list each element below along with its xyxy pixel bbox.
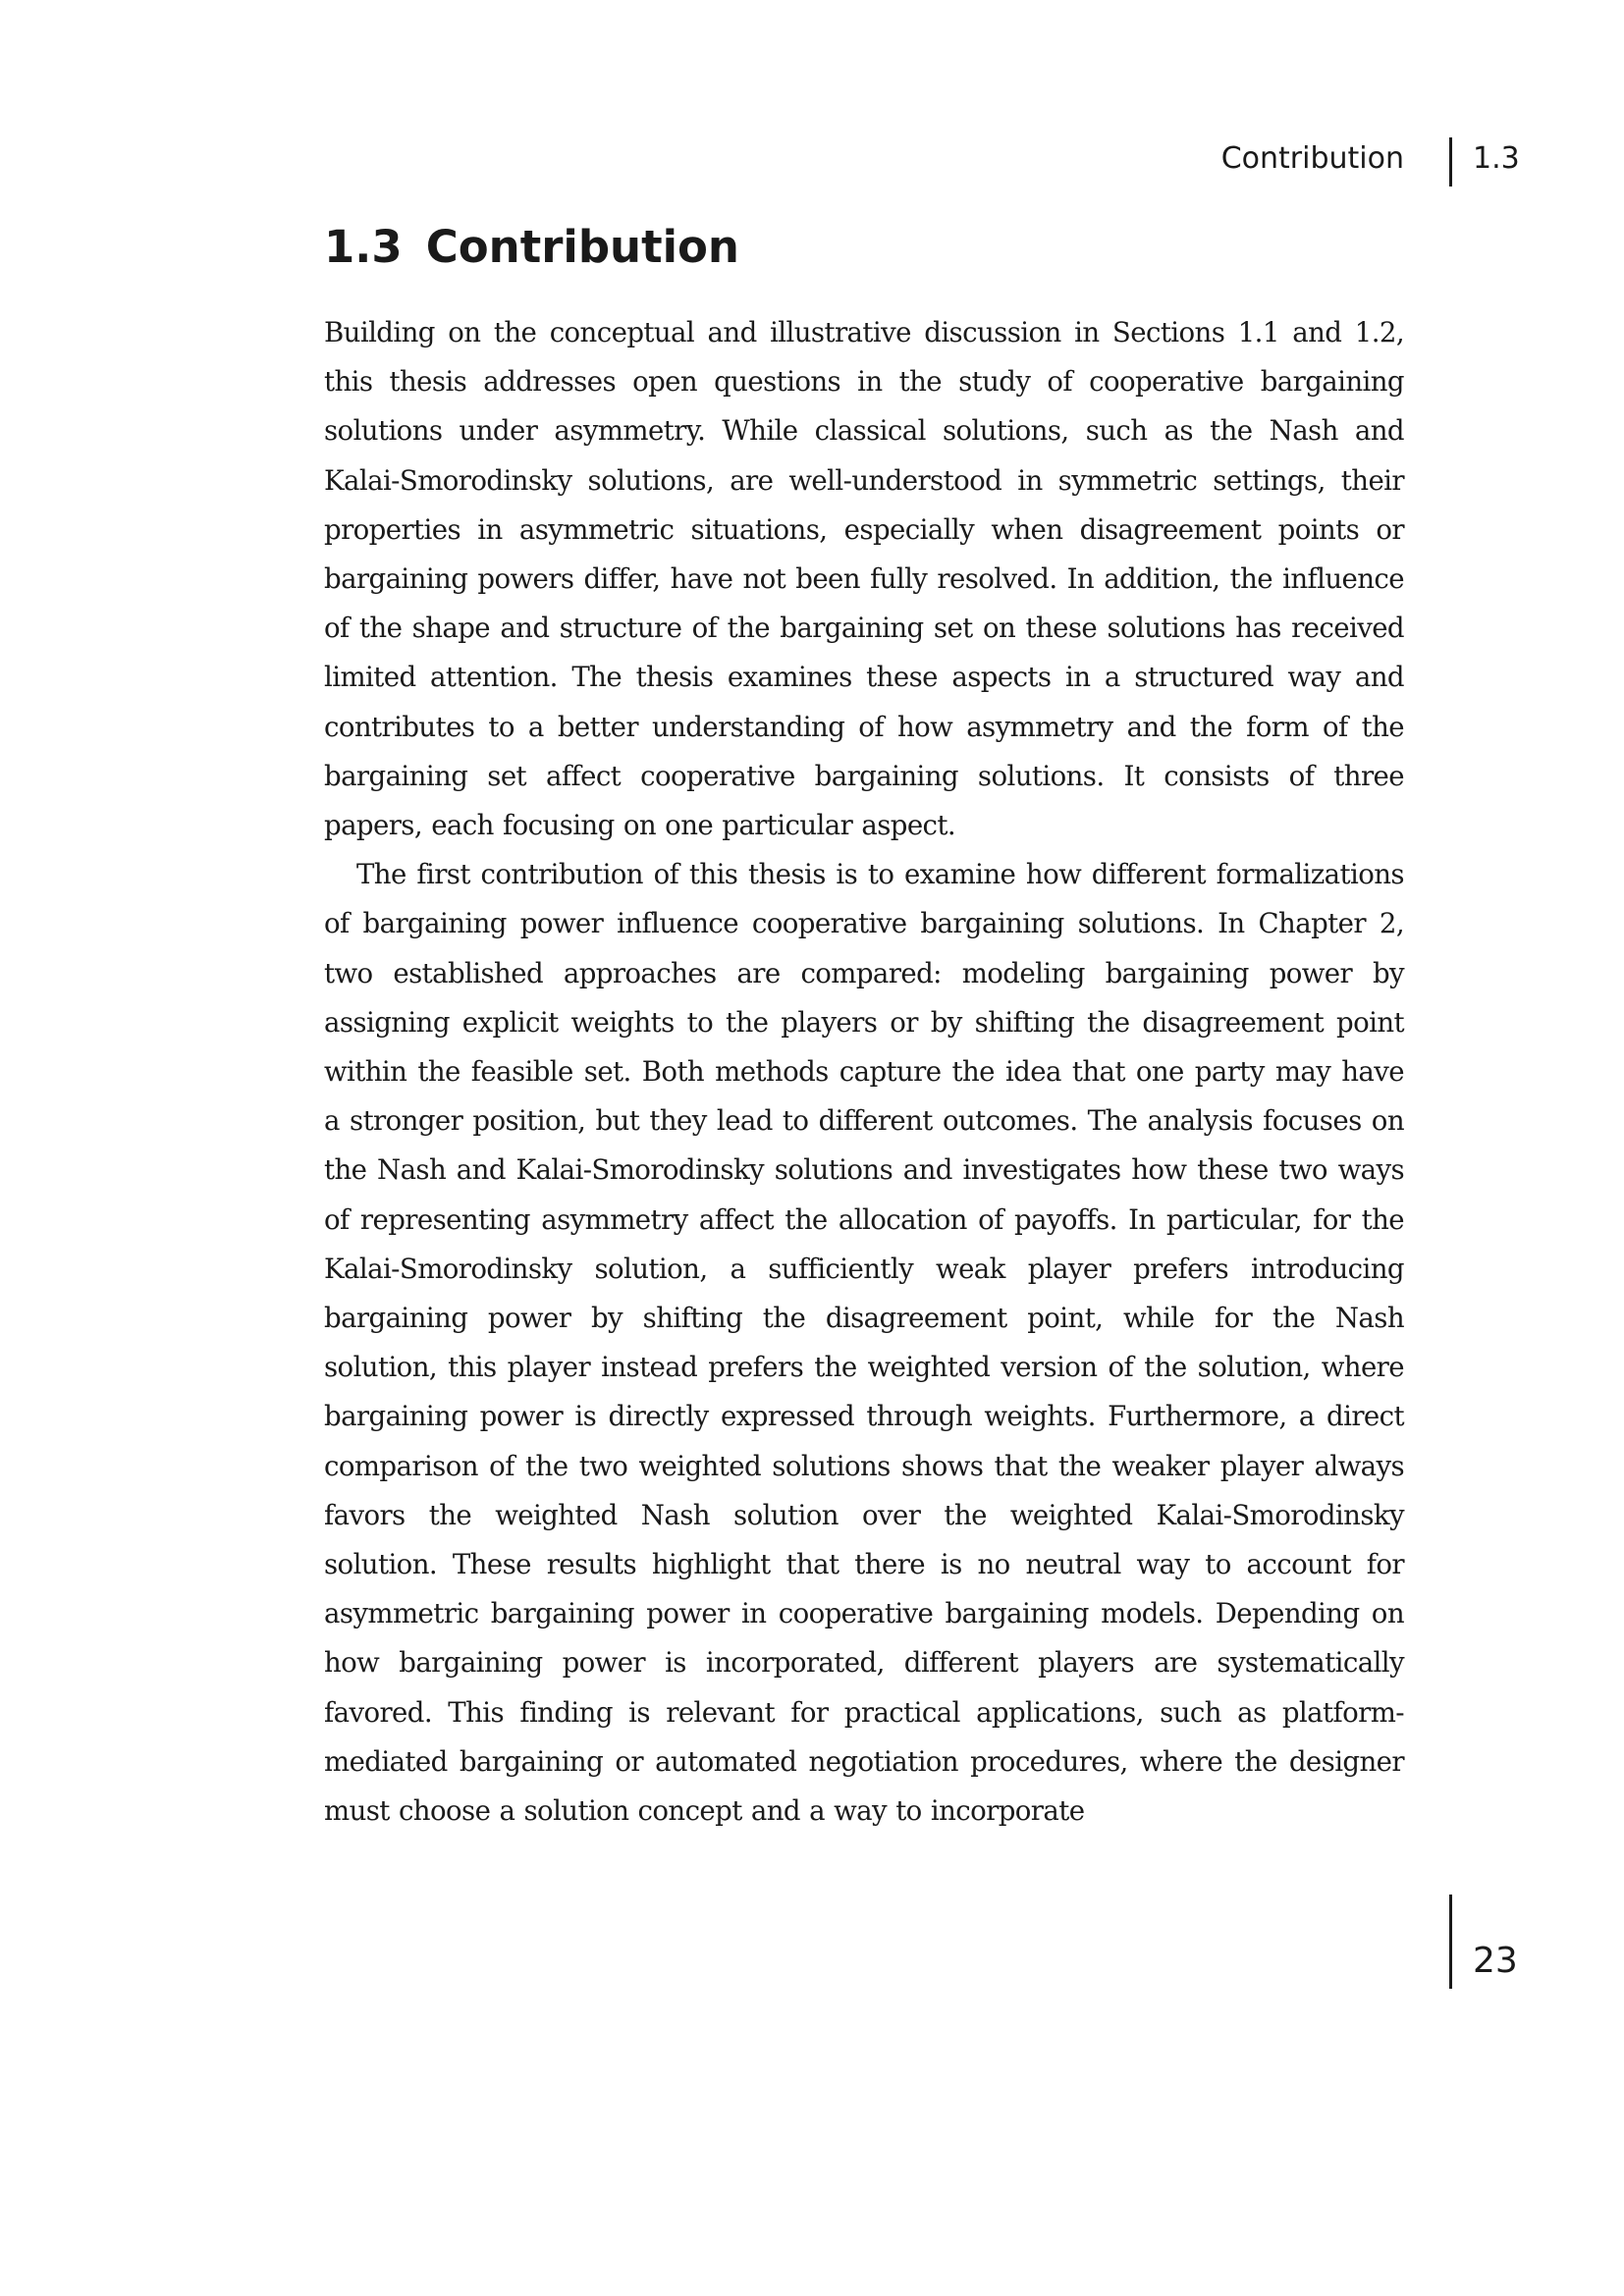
running-header-section-number: 1.3 — [1473, 141, 1520, 176]
paragraph-first-contribution: The first contribution of this thesis is to examine how different formalizations of bargaining power influence cooperative bargaining solutions. In Chapter 2, two established approaches are compared: modeling bargaining power by assigning explicit weights to the players or by shifting the disagreement point within the feasible set. Both methods capture the idea that one party may have a stronger position, but they lead to different outcomes. The analysis focuses on the Nash and Kalai-Smorodinsky solutions and investigates how these two ways of representing asymmetry affect the allocation of payoffs. In particular, for the Kalai-Smorodinsky solution, a sufficiently weak player prefers introducing bargaining power by shifting the disagreement point, while for the Nash solution, this player instead prefers the weighted version of the solution, where bargaining power is directly expressed through weights. Furthermore, a direct comparison of the two weighted solutions shows that the weaker player always favors the weighted Nash solution over the weighted Kalai-Smorodinsky solution. These results highlight that there is no neutral way to account for asymmetric bargaining power in cooperative bargaining models. Depending on how bargaining power is incorporated, different players are systematically favored. This finding is relevant for practical applications, such as platform-mediated bargaining or automated negotiation procedures, where the designer must choose a solution concept and a way to incorporate — [324, 858, 1404, 1828]
header-divider — [1449, 137, 1452, 187]
section-body — [324, 308, 1404, 1836]
section-heading — [324, 220, 739, 275]
footer-divider — [1449, 1895, 1452, 1989]
section-title: Contribution — [425, 221, 739, 273]
page-number: 23 — [1473, 1941, 1518, 1981]
paragraph-intro: Building on the conceptual and illustrative discussion in Sections 1.1 and 1.2, this thesis addresses open questions in the study of cooperative bargaining solutions under asymmetry. While classical solutions, such as the Nash and Kalai-Smorodinsky solutions, are well-understood in symmetric settings, their properties in asymmetric situations, especially when disagreement points or bargaining powers differ, have not been fully resolved. In addition, the influence of the shape and structure of the bargaining set on these solutions has received limited attention. The thesis examines these aspects in a structured way and contributes to a better understanding of how asymmetry and the form of the bargaining set affect cooperative bargaining solutions. It consists of three papers, each focusing on one particular aspect. — [324, 316, 1404, 842]
running-header-title: Contribution — [1220, 141, 1404, 176]
section-number: 1.3 — [324, 221, 403, 273]
